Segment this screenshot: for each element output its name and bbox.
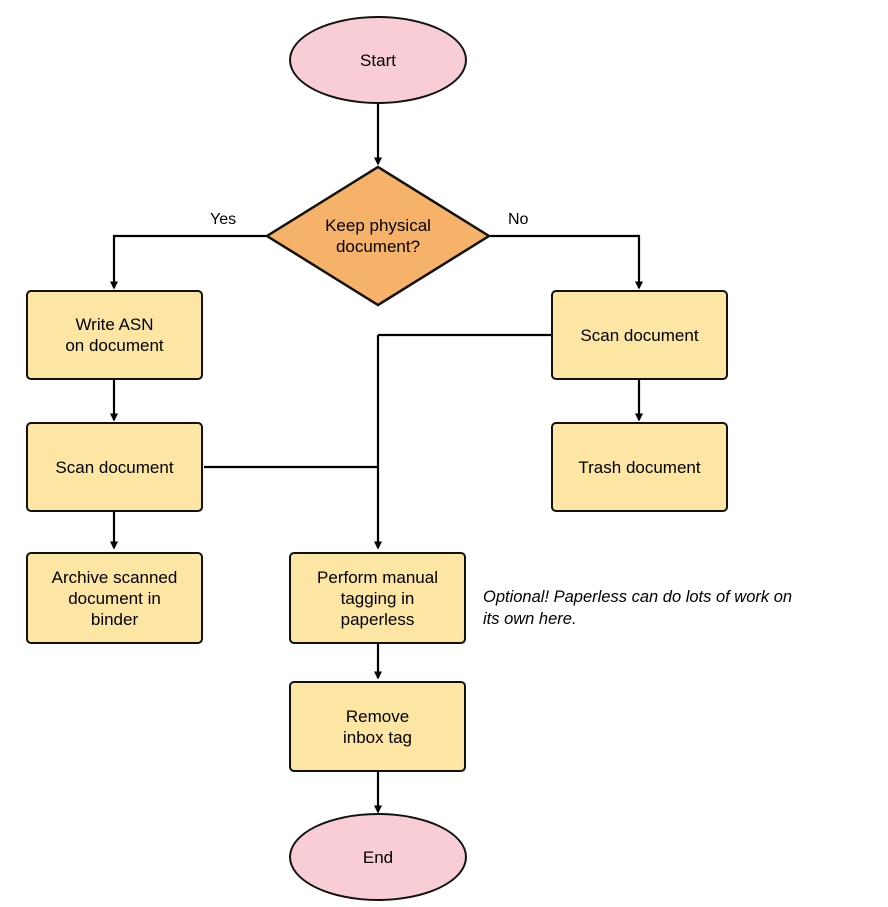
node-remove-inbox-tag[interactable]: [289, 681, 466, 772]
node-decision-label-line2: document?: [335, 237, 421, 256]
node-end-label: End: [362, 847, 394, 867]
node-write-asn-line1: Write ASN: [75, 315, 154, 334]
edge-decision-no: [490, 236, 639, 288]
edge-decision-yes: [114, 236, 266, 288]
node-archive-line2: document in: [68, 588, 161, 608]
optional-note: [483, 586, 883, 630]
node-archive-line3: binder: [90, 609, 139, 629]
node-tagging-line3: paperless: [340, 609, 415, 629]
node-tagging-line2: tagging in: [340, 588, 415, 608]
node-scan-document-right[interactable]: [551, 290, 728, 380]
edge-label-no: No: [508, 211, 529, 228]
node-decision-label-line1: Keep physical: [325, 216, 431, 235]
edge-label-yes: Yes: [210, 211, 237, 228]
node-trash-document[interactable]: [551, 422, 728, 512]
node-scan-document-right-label: Scan document: [580, 325, 699, 345]
node-keep-physical-document[interactable]: [264, 164, 492, 308]
node-remove-inbox-line1: Remove: [345, 706, 410, 726]
node-write-asn-line2: on document: [65, 336, 164, 355]
node-start[interactable]: [289, 16, 467, 104]
node-trash-document-label: Trash document: [578, 457, 701, 477]
node-tagging-line1: Perform manual: [317, 567, 438, 587]
node-remove-inbox-line2: inbox tag: [343, 727, 412, 747]
node-start-label: Start: [360, 50, 396, 70]
optional-note-line1: Optional! Paperless can do lots of work on: [483, 588, 793, 606]
node-scan-document-left[interactable]: [26, 422, 203, 512]
node-write-asn[interactable]: [26, 290, 203, 380]
optional-note-line2: its own here.: [483, 610, 577, 628]
node-manual-tagging[interactable]: [289, 552, 466, 644]
node-scan-document-left-label: Scan document: [55, 457, 174, 477]
node-archive-line1: Archive scanned: [51, 567, 178, 587]
node-end[interactable]: [289, 813, 467, 901]
node-archive-scanned-document[interactable]: [26, 552, 203, 644]
